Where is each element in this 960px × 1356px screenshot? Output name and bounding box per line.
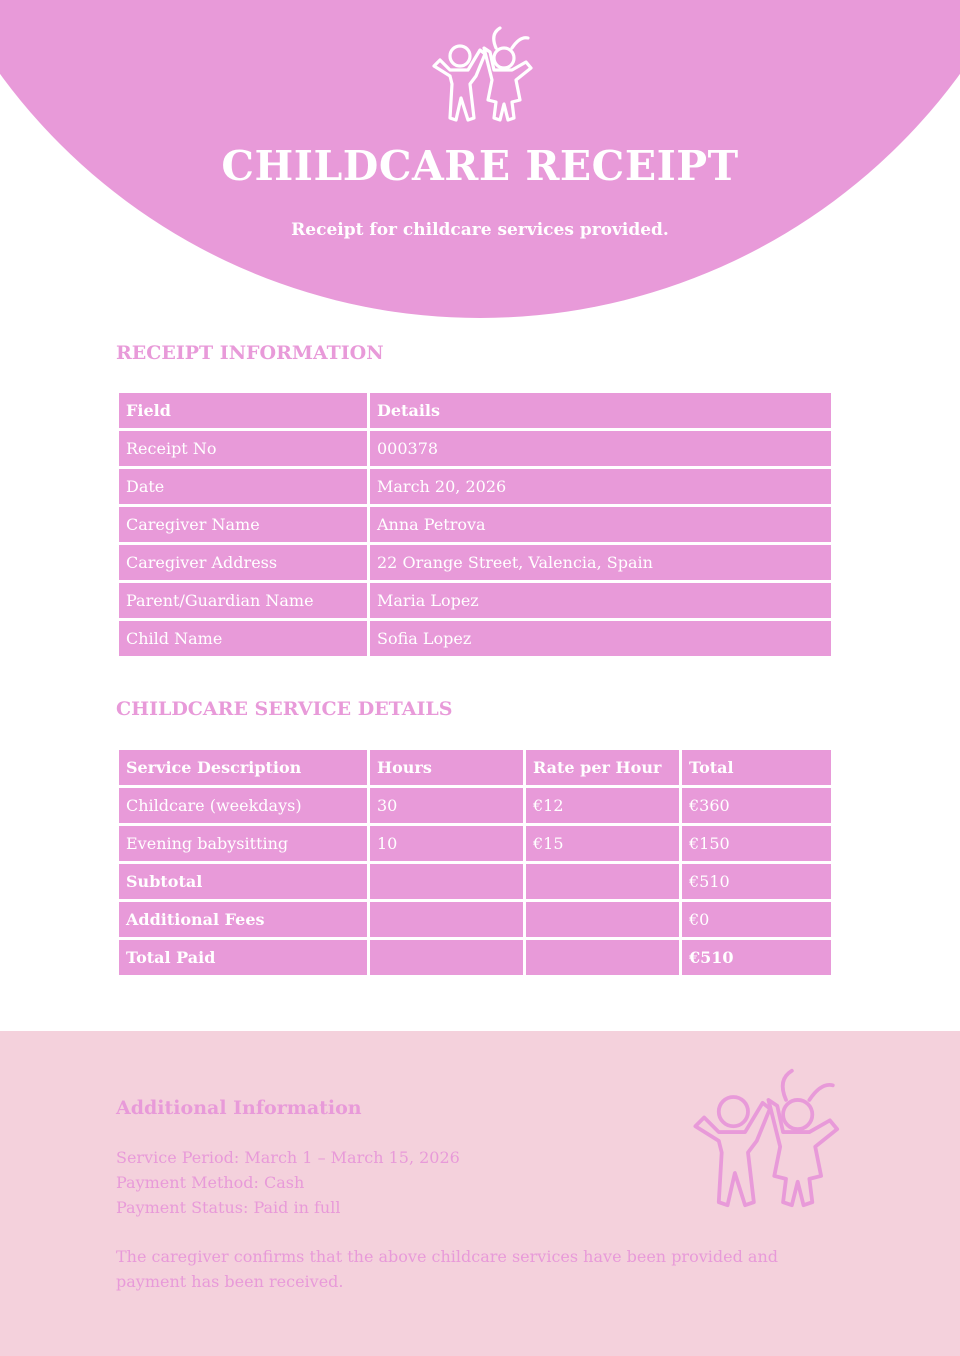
table-row xyxy=(119,621,831,656)
summary-row-total-paid xyxy=(119,940,831,975)
field-label: Child Name xyxy=(119,621,367,656)
column-header: Field xyxy=(119,393,367,428)
empty-cell xyxy=(370,902,523,937)
summary-label: Total Paid xyxy=(119,940,367,975)
column-header: Rate per Hour xyxy=(526,750,679,785)
service-hours: 10 xyxy=(370,826,523,861)
table-row xyxy=(119,431,831,466)
summary-label: Additional Fees xyxy=(119,902,367,937)
table-row xyxy=(119,788,831,823)
service-details-title: CHILDCARE SERVICE DETAILS xyxy=(116,698,453,720)
total-paid-value: €510 xyxy=(682,940,831,975)
additional-info-footer xyxy=(0,1031,960,1356)
field-value: Sofia Lopez xyxy=(370,621,831,656)
column-header: Hours xyxy=(370,750,523,785)
empty-cell xyxy=(526,864,679,899)
service-description: Evening babysitting xyxy=(119,826,367,861)
service-description: Childcare (weekdays) xyxy=(119,788,367,823)
field-label: Caregiver Name xyxy=(119,507,367,542)
service-hours: 30 xyxy=(370,788,523,823)
service-rate: €15 xyxy=(526,826,679,861)
field-label: Receipt No xyxy=(119,431,367,466)
receipt-info-title: RECEIPT INFORMATION xyxy=(116,342,384,364)
service-rate: €12 xyxy=(526,788,679,823)
table-row xyxy=(119,826,831,861)
summary-row-subtotal xyxy=(119,864,831,899)
column-header: Service Description xyxy=(119,750,367,785)
confirmation-note: The caregiver confirms that the above childcare services have been provided and payment has been received. xyxy=(116,1247,778,1291)
empty-cell xyxy=(370,864,523,899)
field-label: Caregiver Address xyxy=(119,545,367,580)
field-value: Anna Petrova xyxy=(370,507,831,542)
summary-value: €510 xyxy=(682,864,831,899)
column-header: Details xyxy=(370,393,831,428)
additional-info-list xyxy=(116,1145,460,1220)
table-row xyxy=(119,583,831,618)
table-row xyxy=(119,545,831,580)
field-value: 000378 xyxy=(370,431,831,466)
column-header: Total xyxy=(682,750,831,785)
service-period: Service Period: March 1 – March 15, 2026 xyxy=(116,1148,460,1167)
field-value: March 20, 2026 xyxy=(370,469,831,504)
field-label: Parent/Guardian Name xyxy=(119,583,367,618)
table-header-row xyxy=(119,393,831,428)
service-total: €360 xyxy=(682,788,831,823)
table-header-row xyxy=(119,750,831,785)
payment-method: Payment Method: Cash xyxy=(116,1173,305,1192)
field-value: Maria Lopez xyxy=(370,583,831,618)
receipt-info-table xyxy=(116,390,834,659)
summary-value: €0 xyxy=(682,902,831,937)
children-holding-hands-icon xyxy=(686,1059,848,1211)
summary-label: Subtotal xyxy=(119,864,367,899)
children-holding-hands-icon xyxy=(428,20,538,124)
summary-row-additional-fees xyxy=(119,902,831,937)
service-details-table xyxy=(116,747,834,978)
payment-status: Payment Status: Paid in full xyxy=(116,1198,341,1217)
service-total: €150 xyxy=(682,826,831,861)
additional-info-title: Additional Information xyxy=(116,1097,362,1119)
table-row xyxy=(119,507,831,542)
empty-cell xyxy=(526,902,679,937)
page-subtitle: Receipt for childcare services provided. xyxy=(291,220,669,240)
empty-cell xyxy=(370,940,523,975)
empty-cell xyxy=(526,940,679,975)
field-value: 22 Orange Street, Valencia, Spain xyxy=(370,545,831,580)
field-label: Date xyxy=(119,469,367,504)
table-row xyxy=(119,469,831,504)
page-title: CHILDCARE RECEIPT xyxy=(221,142,739,190)
